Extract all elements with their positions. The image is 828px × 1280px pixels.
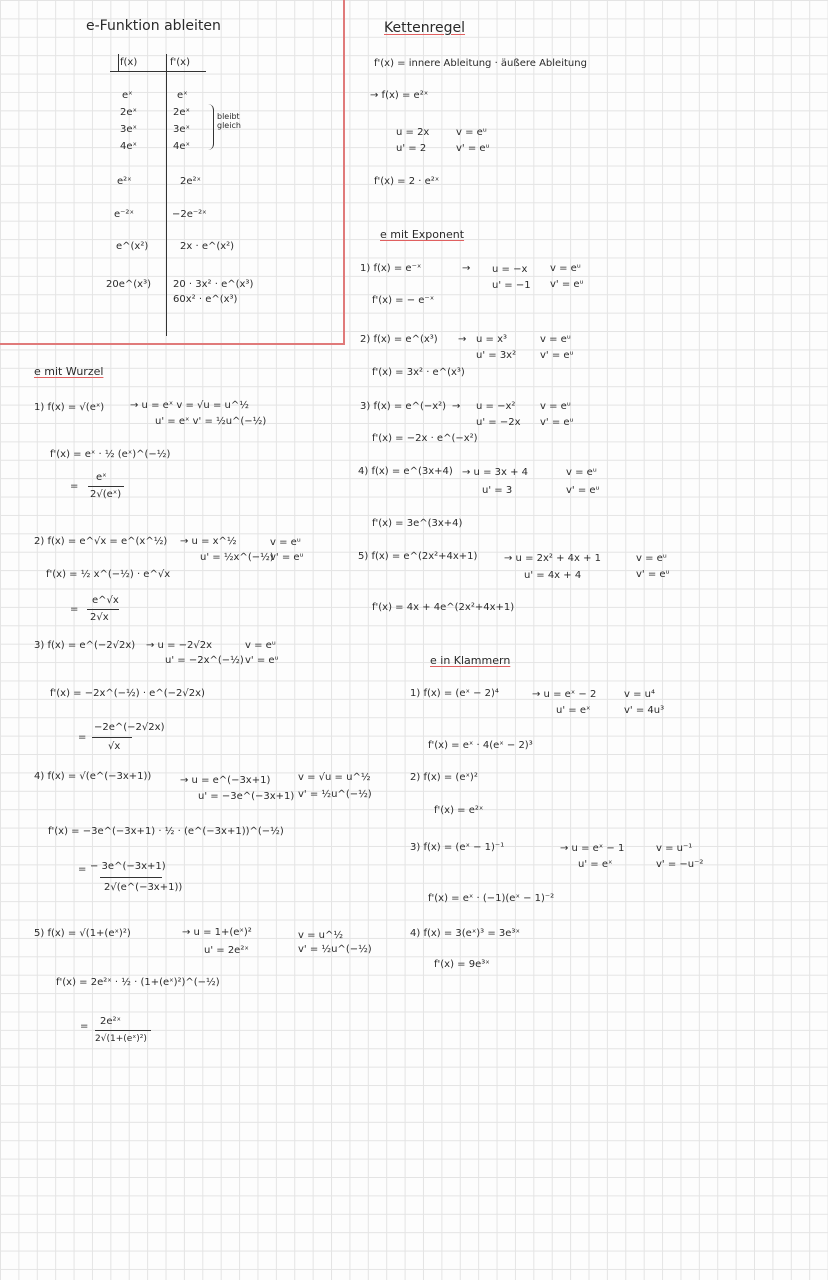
formula-line: v' = eᵘ [636,569,670,580]
formula-line: u = 2x [396,127,430,138]
table-cell: 60x² · e^(x³) [173,294,238,305]
table-cell: 20 · 3x² · e^(x³) [173,279,254,290]
formula-line: v = u⁴ [624,689,656,700]
heading-e-mit-exponent: e mit Exponent [380,228,465,241]
table-cell: 2eˣ [173,107,190,118]
formula-line: − 3e^(−3x+1) [90,861,166,872]
fraction-bar [88,486,124,487]
formula-line: f'(x) = 3e^(3x+4) [372,518,463,529]
formula-line: 1) f(x) = √(eˣ) [34,402,105,413]
formula-line: 5) f(x) = e^(2x²+4x+1) [358,551,478,562]
formula-line: 2√(1+(eˣ)²) [95,1034,147,1044]
formula-line: 2√x [90,612,109,623]
formula-line: −2e^(−2√2x) [94,722,165,733]
fraction-bar [92,737,132,738]
table-header-fprime: f'(x) [170,57,190,68]
formula-line: f'(x) = 3x² · e^(x³) [372,367,465,378]
formula-line: → u = 3x + 4 [462,467,529,478]
formula-line: f'(x) = −3e^(−3x+1) · ½ · (e^(−3x+1))^(−½) [48,826,284,837]
frame-border-right [343,0,345,344]
arrow-icon: → [458,334,467,345]
formula-line: f'(x) = eˣ · (−1)(eˣ − 1)⁻² [428,893,555,904]
formula-line: f'(x) = 2 · e²ˣ [374,176,440,187]
table-cell: −2e⁻²ˣ [172,209,207,220]
formula-line: f'(x) = 2e²ˣ · ½ · (1+(eˣ)²)^(−½) [56,977,220,988]
formula-line: 1) f(x) = e⁻ˣ [360,263,422,274]
formula-line: 3) f(x) = (eˣ − 1)⁻¹ [410,842,505,853]
formula-line: → u = 2x² + 4x + 1 [504,553,602,564]
formula-line: v' = eᵘ [540,350,574,361]
formula-line: v = eᵘ [245,640,276,651]
formula-line: v' = eᵘ [566,485,600,496]
formula-line: f'(x) = 4x + 4e^(2x²+4x+1) [372,602,515,613]
formula-line: v = eᵘ [456,127,487,138]
section-title-e-funktion: e-Funktion ableiten [86,18,221,34]
formula-line: → u = eˣ − 2 [532,689,597,700]
table-cell: e⁻²ˣ [114,209,134,220]
formula-line: u' = eˣ [578,859,613,870]
formula-line: f'(x) = −2x · e^(−x²) [372,433,478,444]
formula-line: 4) f(x) = √(e^(−3x+1)) [34,771,152,782]
heading-e-in-klammern: e in Klammern [430,654,511,667]
table-divider [166,54,167,336]
formula-line: u' = eˣ v' = ½u^(−½) [155,416,267,427]
table-cell: 20e^(x³) [106,279,151,290]
formula-line: 2) f(x) = (eˣ)² [410,772,478,783]
table-cell: 2eˣ [120,107,137,118]
formula-line: = [78,732,87,743]
table-cell: eˣ [177,90,188,101]
formula-line: u' = 3x² [476,350,517,361]
formula-line: u = x³ [476,334,508,345]
table-cell: 4eˣ [173,141,190,152]
formula-line: v = eᵘ [566,467,597,478]
heading-e-mit-wurzel: e mit Wurzel [34,365,104,378]
formula-line: = [70,604,79,615]
section-title-kettenregel: Kettenregel [384,20,466,36]
formula-line: 2e²ˣ [100,1016,121,1027]
formula-line: u' = −1 [492,280,531,291]
formula-line: → f(x) = e²ˣ [370,90,429,101]
formula-line: f'(x) = eˣ · 4(eˣ − 2)³ [428,740,533,751]
formula-line: f'(x) = ½ x^(−½) · e^√x [46,569,171,580]
formula-line: = [70,481,79,492]
formula-line: v' = eᵘ [456,143,490,154]
formula-line: v = eᵘ [540,401,571,412]
formula-line: v' = eᵘ [270,552,304,563]
formula-line: f'(x) = e²ˣ [434,805,484,816]
table-header-line [110,71,206,72]
fraction-bar [87,609,119,610]
formula-line: 3) f(x) = e^(−x²) [360,401,447,412]
formula-line: v' = eᵘ [245,655,279,666]
formula-line: 2√(e^(−3x+1)) [104,882,183,893]
formula-line: v = eᵘ [540,334,571,345]
brace-icon [207,104,214,150]
formula-line: u' = −2x [476,417,521,428]
formula-line: → u = eˣ − 1 [560,843,625,854]
formula-line: v = u^½ [298,930,344,941]
formula-line: v' = ½u^(−½) [298,944,372,955]
formula-line: u' = 3 [482,485,513,496]
formula-line: 4) f(x) = e^(3x+4) [358,466,453,477]
formula-line: u' = 4x + 4 [524,570,582,581]
formula-line: f'(x) = 9e³ˣ [434,959,490,970]
formula-line: 1) f(x) = (eˣ − 2)⁴ [410,688,499,699]
formula-line: → u = 1+(eˣ)² [182,927,252,938]
formula-line: v' = eᵘ [550,279,584,290]
formula-line: 4) f(x) = 3(eˣ)³ = 3e³ˣ [410,928,520,939]
table-cell: 3eˣ [173,124,190,135]
table-cell: 2x · e^(x²) [180,241,235,252]
brace-label: bleibt gleich [217,112,241,130]
formula-line: u' = eˣ [556,705,591,716]
table-cell: e²ˣ [117,176,132,187]
formula-line: = [78,864,87,875]
formula-line: v = eᵘ [270,537,301,548]
formula-line: e^√x [92,595,119,606]
formula-line: → u = x^½ [180,536,237,547]
formula-line: u' = −2x^(−½) [165,655,244,666]
formula-line: u = −x² [476,401,516,412]
table-cell: 2e²ˣ [180,176,201,187]
table-cell: 4eˣ [120,141,137,152]
formula-line: v = eᵘ [550,263,581,274]
table-divider-left [118,54,119,72]
formula-line: √x [108,741,121,752]
formula-line: u' = 2 [396,143,427,154]
formula-line: f'(x) = −2x^(−½) · e^(−2√2x) [50,688,205,699]
formula-line: v' = 4u³ [624,705,665,716]
formula-line: u' = ½x^(−½) [200,552,274,563]
table-cell: eˣ [122,90,133,101]
formula-line: → u = −2√2x [146,640,213,651]
formula-line: v = √u = u^½ [298,772,371,783]
formula-line: f'(x) = innere Ableitung · äußere Ableitung [374,58,587,69]
formula-line: v' = eᵘ [540,417,574,428]
formula-line: f'(x) = − e⁻ˣ [372,295,435,306]
table-header-f: f(x) [120,57,138,68]
arrow-icon: → [462,263,471,274]
formula-line: 2) f(x) = e^√x = e^(x^½) [34,536,168,547]
formula-line: f'(x) = eˣ · ½ (eˣ)^(−½) [50,449,171,460]
formula-line: v' = −u⁻² [656,859,704,870]
formula-line: 2√(eˣ) [90,489,122,500]
formula-line: → u = e^(−3x+1) [180,775,271,786]
formula-line: eˣ [96,472,107,483]
formula-line: u' = −3e^(−3x+1) [198,791,295,802]
formula-line: u = −x [492,264,528,275]
formula-line: → u = eˣ v = √u = u^½ [130,400,249,411]
formula-line: v = eᵘ [636,553,667,564]
formula-line: v' = ½u^(−½) [298,789,372,800]
arrow-icon: → [452,401,461,412]
fraction-bar [95,1030,151,1031]
table-cell: e^(x²) [116,241,149,252]
formula-line: = [80,1021,89,1032]
formula-line: u' = 2e²ˣ [204,945,249,956]
formula-line: 5) f(x) = √(1+(eˣ)²) [34,928,131,939]
formula-line: 2) f(x) = e^(x³) [360,334,438,345]
fraction-bar [100,877,162,878]
formula-line: 3) f(x) = e^(−2√2x) [34,640,136,651]
formula-line: v = u⁻¹ [656,843,693,854]
frame-border-bottom [0,343,345,345]
table-cell: 3eˣ [120,124,137,135]
